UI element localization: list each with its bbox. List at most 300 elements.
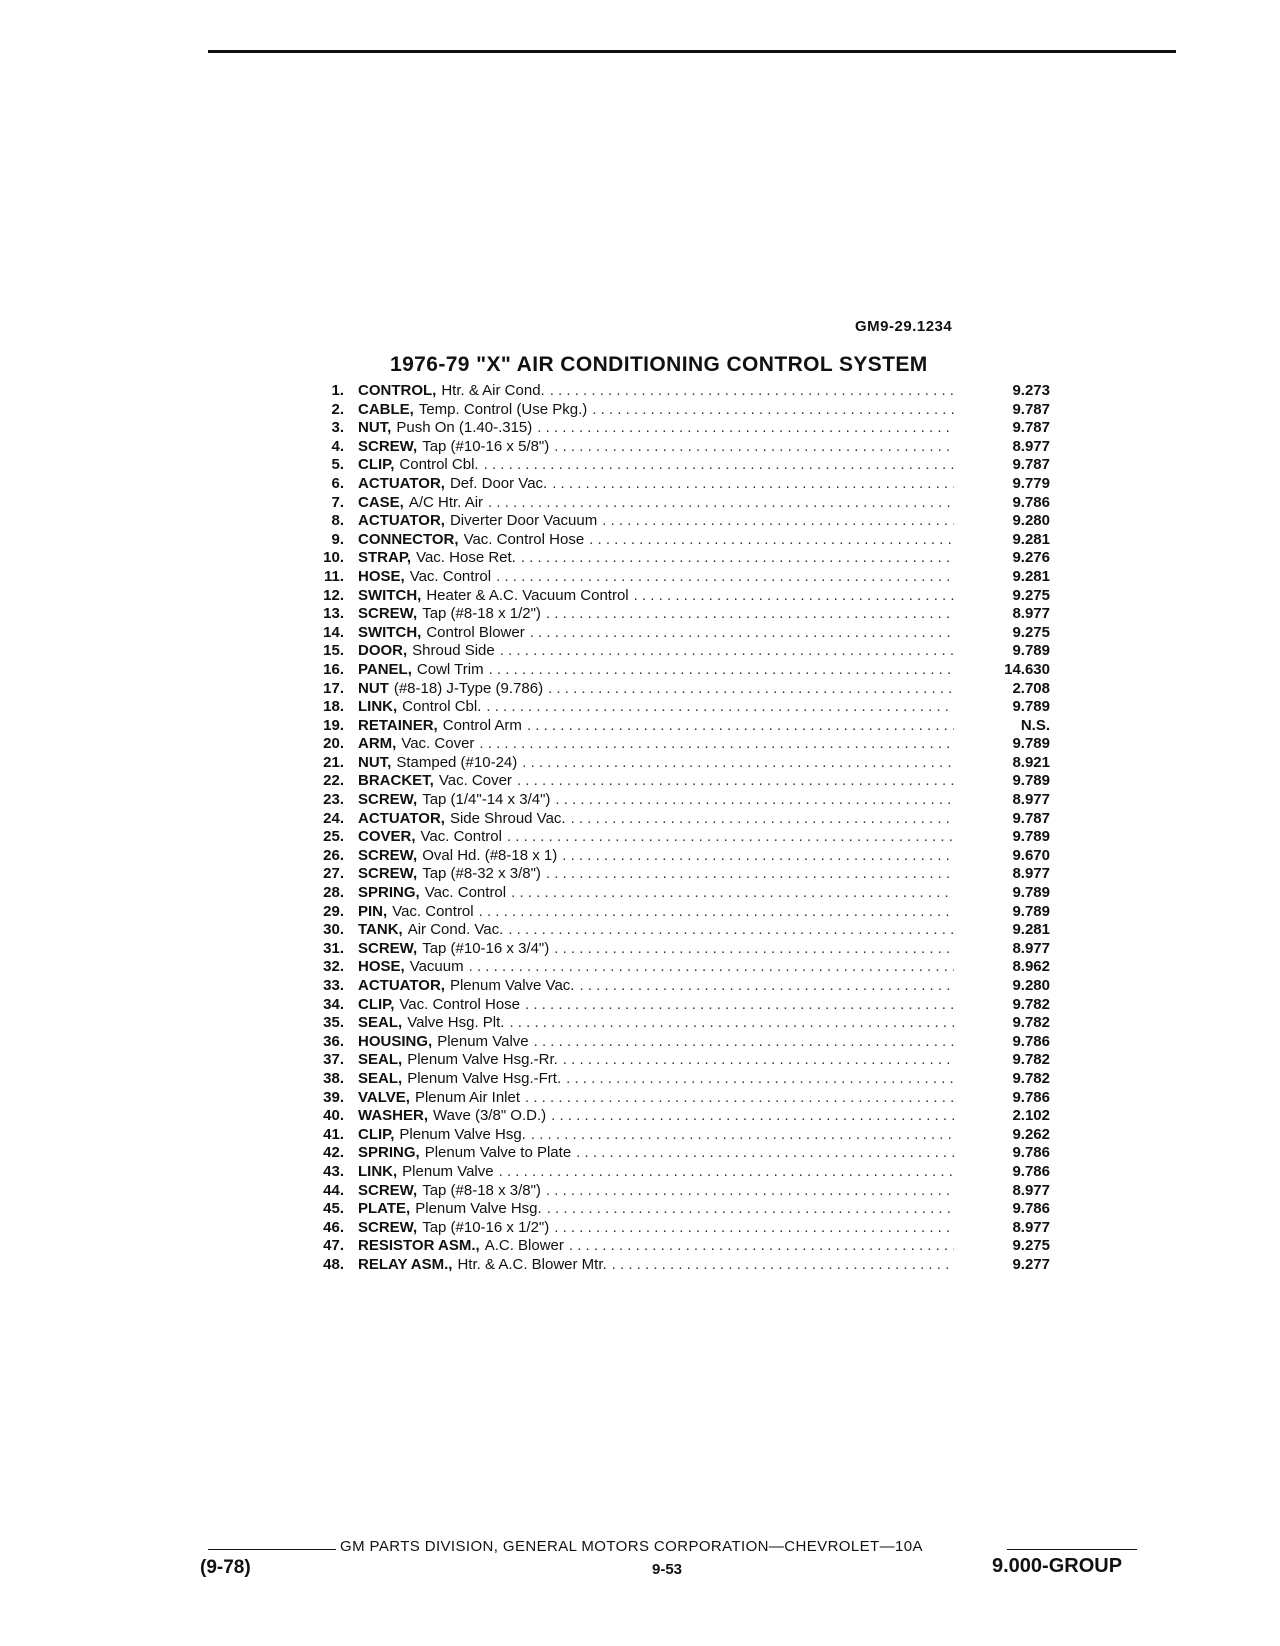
part-name: LINK,	[358, 698, 398, 716]
part-description: Plenum Valve Hsg.	[415, 1200, 542, 1218]
part-name: ARM,	[358, 735, 397, 753]
part-description-cell	[358, 438, 954, 457]
part-description-cell	[358, 903, 954, 922]
part-description: Control Cbl.	[402, 698, 482, 716]
dot-leader	[552, 475, 954, 494]
part-name: SPRING,	[358, 1144, 420, 1162]
part-description-cell	[358, 642, 954, 661]
dot-leader	[479, 903, 954, 922]
dot-leader	[550, 382, 954, 401]
part-name: ACTUATOR,	[358, 512, 445, 530]
part-name: CONNECTOR,	[358, 530, 459, 548]
dot-leader	[534, 1033, 954, 1052]
dot-leader	[469, 958, 954, 977]
part-name: ACTUATOR,	[358, 977, 445, 994]
part-description-cell	[358, 549, 954, 568]
part-description-cell	[358, 1070, 954, 1089]
part-number: 16.	[323, 660, 344, 678]
part-name: PANEL,	[358, 660, 412, 678]
dot-leader	[546, 865, 954, 884]
part-description: Vac. Control	[424, 884, 507, 902]
part-group-number: 9.782	[1012, 995, 1050, 1013]
part-row	[300, 419, 1060, 438]
dot-leader	[589, 531, 954, 550]
part-description-cell	[358, 958, 954, 977]
part-name: CLIP,	[358, 456, 395, 474]
part-row	[300, 940, 1060, 959]
part-number: 45.	[323, 1200, 344, 1218]
part-description: Plenum Valve to Plate	[424, 1144, 572, 1162]
dot-leader	[555, 791, 954, 810]
part-name: SWITCH,	[358, 586, 422, 604]
part-description: Vac. Control	[409, 567, 492, 585]
part-number: 37.	[323, 1051, 344, 1069]
part-row	[300, 1107, 1060, 1126]
footer-rule-left	[208, 1549, 336, 1550]
part-description: Htr. & A.C. Blower Mtr.	[457, 1255, 607, 1273]
part-row	[300, 1200, 1060, 1219]
part-name: HOSE,	[358, 958, 405, 976]
part-description-cell	[358, 1051, 954, 1070]
dot-leader	[579, 977, 954, 996]
part-group-number: 8.977	[1012, 865, 1050, 883]
part-description: Vac. Control	[420, 828, 502, 846]
part-group-number: 9.275	[1012, 623, 1050, 641]
part-description-cell	[358, 865, 954, 884]
part-group-number: 9.786	[1012, 493, 1050, 511]
dot-leader	[563, 1051, 954, 1070]
part-row	[300, 828, 1060, 847]
part-description-cell	[358, 1182, 954, 1201]
dot-leader	[576, 1144, 954, 1163]
part-description-cell	[358, 1144, 954, 1163]
part-number: 43.	[323, 1162, 344, 1180]
dot-leader	[496, 568, 954, 587]
part-description: Vac. Control	[392, 902, 474, 920]
part-row	[300, 1219, 1060, 1238]
part-number: 18.	[323, 698, 344, 716]
part-row	[300, 438, 1060, 457]
part-number: 1.	[331, 382, 344, 399]
part-row	[300, 810, 1060, 829]
dot-leader	[517, 772, 954, 791]
part-row	[300, 1014, 1060, 1033]
part-description-cell	[358, 1219, 954, 1238]
part-description-cell	[358, 940, 954, 959]
footer-rule-right	[1007, 1549, 1137, 1550]
dot-leader	[511, 884, 954, 903]
part-number: 7.	[331, 493, 344, 511]
part-name: HOUSING,	[358, 1032, 433, 1050]
part-description-cell	[358, 717, 954, 736]
part-group-number: 9.786	[1012, 1088, 1050, 1106]
part-description-cell	[358, 754, 954, 773]
part-name: SWITCH,	[358, 623, 422, 641]
part-row	[300, 605, 1060, 624]
part-description-cell	[358, 1033, 954, 1052]
part-description: Wave (3/8" O.D.)	[433, 1107, 547, 1125]
part-group-number: 8.977	[1012, 1218, 1050, 1236]
part-group-number: 9.789	[1012, 828, 1050, 846]
part-number: 27.	[323, 865, 344, 883]
part-description-cell	[358, 698, 954, 717]
dot-leader	[522, 754, 954, 773]
part-description: Tap (#8-32 x 3/8")	[422, 865, 541, 883]
part-description-cell	[358, 847, 954, 866]
reference-code: GM9-29.1234	[855, 318, 953, 335]
parts-list	[300, 382, 1060, 1275]
part-description-cell	[358, 605, 954, 624]
part-description-cell	[358, 494, 954, 513]
dot-leader	[537, 419, 954, 438]
part-group-number: 9.779	[1012, 474, 1050, 492]
part-description-cell	[358, 1237, 954, 1256]
part-description: Vac. Hose Ret.	[416, 549, 516, 567]
part-description: Vac. Control Hose	[399, 995, 521, 1013]
part-name: WASHER,	[358, 1107, 429, 1125]
part-description-cell	[358, 1089, 954, 1108]
part-description-cell	[358, 512, 954, 531]
part-group-number: 9.281	[1012, 530, 1050, 548]
part-number: 48.	[323, 1255, 344, 1273]
dot-leader	[509, 1014, 954, 1033]
part-description: Plenum Air Inlet	[414, 1088, 521, 1106]
part-description: Temp. Control (Use Pkg.)	[418, 400, 588, 418]
part-description-cell	[358, 587, 954, 606]
part-number: 32.	[323, 958, 344, 976]
part-row	[300, 382, 1060, 401]
part-description: Oval Hd. (#8-18 x 1)	[422, 846, 558, 864]
part-group-number: 9.276	[1012, 549, 1050, 567]
dot-leader	[566, 1070, 954, 1089]
part-description: Plenum Valve	[437, 1032, 529, 1050]
part-number: 26.	[323, 846, 344, 864]
part-description: Def. Door Vac.	[449, 474, 548, 492]
part-group-number: 2.102	[1012, 1107, 1050, 1125]
part-name: VALVE,	[358, 1088, 410, 1106]
part-description-cell	[358, 382, 954, 401]
part-description-cell	[358, 475, 954, 494]
part-group-number: 8.977	[1012, 605, 1050, 623]
dot-leader	[527, 717, 954, 736]
dot-leader	[551, 1107, 954, 1126]
dot-leader	[562, 847, 954, 866]
part-row	[300, 1126, 1060, 1145]
part-row	[300, 624, 1060, 643]
part-description: Diverter Door Vacuum	[449, 512, 598, 530]
part-row	[300, 977, 1060, 996]
dot-leader	[547, 1200, 954, 1219]
part-number: 24.	[323, 809, 344, 827]
part-name: HOSE,	[358, 567, 405, 585]
part-description: Control Cbl.	[399, 456, 479, 474]
part-row	[300, 401, 1060, 420]
part-name: SCREW,	[358, 846, 418, 864]
part-description: A.C. Blower	[484, 1237, 564, 1255]
part-description: Air Cond. Vac.	[407, 921, 504, 939]
part-group-number: 9.789	[1012, 698, 1050, 716]
part-description-cell	[358, 1126, 954, 1145]
part-number: 22.	[323, 772, 344, 790]
part-row	[300, 549, 1060, 568]
footer-page-number: 9-53	[652, 1561, 683, 1578]
dot-leader	[486, 698, 954, 717]
part-name: ACTUATOR,	[358, 474, 445, 492]
part-description-cell	[358, 1163, 954, 1182]
part-description: Vacuum	[409, 958, 464, 976]
part-description: Vac. Control Hose	[463, 530, 585, 548]
part-description-cell	[358, 624, 954, 643]
part-row	[300, 568, 1060, 587]
part-number: 10.	[323, 549, 344, 567]
part-name: SCREW,	[358, 1181, 418, 1199]
part-group-number: 9.280	[1012, 512, 1050, 530]
part-name: LINK,	[358, 1162, 398, 1180]
part-number: 39.	[323, 1088, 344, 1106]
part-description: Plenum Valve	[402, 1162, 494, 1180]
part-name: SEAL,	[358, 1069, 403, 1087]
part-row	[300, 1089, 1060, 1108]
part-description: Control Arm	[442, 716, 522, 734]
footer-group: 9.000-GROUP	[992, 1555, 1123, 1577]
part-name: SEAL,	[358, 1051, 403, 1069]
part-group-number: 9.275	[1012, 1237, 1050, 1255]
part-description-cell	[358, 996, 954, 1015]
part-name: PLATE,	[358, 1200, 411, 1218]
part-group-number: 9.789	[1012, 884, 1050, 902]
part-name: CLIP,	[358, 1125, 395, 1143]
part-group-number: 9.786	[1012, 1032, 1050, 1050]
part-group-number: N.S.	[1020, 716, 1050, 734]
part-number: 34.	[323, 995, 344, 1013]
part-row	[300, 1070, 1060, 1089]
part-group-number: 8.962	[1012, 958, 1050, 976]
part-group-number: 9.670	[1012, 846, 1050, 864]
part-number: 46.	[323, 1218, 344, 1236]
part-name: NUT,	[358, 419, 392, 437]
part-row	[300, 1237, 1060, 1256]
part-name: CLIP,	[358, 995, 395, 1013]
part-description: Shroud Side	[412, 642, 495, 660]
part-number: 11.	[323, 567, 344, 585]
part-description: Plenum Valve Hsg.-Frt.	[407, 1069, 562, 1087]
part-name: CONTROL,	[358, 382, 437, 399]
part-description-cell	[358, 772, 954, 791]
part-group-number: 9.280	[1012, 977, 1050, 994]
dot-leader	[554, 940, 954, 959]
part-number: 9.	[331, 530, 344, 548]
part-name: SCREW,	[358, 791, 418, 809]
part-row	[300, 698, 1060, 717]
part-description-cell	[358, 791, 954, 810]
part-row	[300, 531, 1060, 550]
part-name: SPRING,	[358, 884, 420, 902]
part-number: 28.	[323, 884, 344, 902]
page-title: 1976-79 "X" AIR CONDITIONING CONTROL SYSTEM	[390, 353, 928, 376]
part-name: STRAP,	[358, 549, 412, 567]
footer-date: (9-78)	[200, 1557, 251, 1578]
part-group-number: 9.281	[1012, 921, 1050, 939]
part-group-number: 8.977	[1012, 939, 1050, 957]
part-name: PIN,	[358, 902, 388, 920]
part-number: 36.	[323, 1032, 344, 1050]
part-description: Tap (#8-18 x 3/8")	[422, 1181, 541, 1199]
dot-leader	[499, 1163, 954, 1182]
part-description: Plenum Valve Vac.	[449, 977, 575, 994]
part-description-cell	[358, 1014, 954, 1033]
part-description: Vac. Cover	[401, 735, 475, 753]
dot-leader	[569, 1237, 954, 1256]
part-number: 35.	[323, 1014, 344, 1032]
part-group-number: 9.787	[1012, 400, 1050, 418]
part-description-cell	[358, 568, 954, 587]
dot-leader	[554, 1219, 954, 1238]
part-group-number: 9.782	[1012, 1069, 1050, 1087]
part-description-cell	[358, 401, 954, 420]
part-description: (#8-18) J-Type (9.786)	[393, 679, 544, 697]
dot-leader	[602, 512, 954, 531]
part-name: RETAINER,	[358, 716, 438, 734]
part-description-cell	[358, 735, 954, 754]
part-description: Htr. & Air Cond.	[441, 382, 545, 399]
part-name: COVER,	[358, 828, 416, 846]
part-description: Tap (#10-16 x 3/4")	[422, 939, 550, 957]
dot-leader	[525, 996, 954, 1015]
dot-leader	[571, 810, 954, 829]
part-group-number: 9.782	[1012, 1051, 1050, 1069]
dot-leader	[530, 624, 954, 643]
part-group-number: 14.630	[1004, 660, 1050, 678]
part-number: 33.	[323, 977, 344, 994]
part-group-number: 9.789	[1012, 735, 1050, 753]
dot-leader	[488, 494, 954, 513]
dot-leader	[525, 1089, 954, 1108]
part-number: 15.	[323, 642, 344, 660]
part-name: SCREW,	[358, 605, 418, 623]
dot-leader	[479, 735, 954, 754]
part-description-cell	[358, 680, 954, 699]
part-row	[300, 717, 1060, 736]
part-number: 17.	[323, 679, 344, 697]
part-name: TANK,	[358, 921, 403, 939]
part-number: 31.	[323, 939, 344, 957]
part-description: Side Shroud Vac.	[449, 809, 566, 827]
part-group-number: 2.708	[1012, 679, 1050, 697]
part-number: 23.	[323, 791, 344, 809]
part-group-number: 8.977	[1012, 791, 1050, 809]
dot-leader	[500, 642, 954, 661]
part-number: 25.	[323, 828, 344, 846]
part-row	[300, 1256, 1060, 1275]
part-description: Control Blower	[426, 623, 525, 641]
part-number: 13.	[323, 605, 344, 623]
part-name: SCREW,	[358, 939, 418, 957]
part-number: 47.	[323, 1237, 344, 1255]
part-name: SCREW,	[358, 1218, 418, 1236]
part-description: A/C Htr. Air	[408, 493, 484, 511]
part-row	[300, 494, 1060, 513]
part-description: Tap (1/4"-14 x 3/4")	[422, 791, 551, 809]
part-description: Cowl Trim	[416, 660, 484, 678]
part-name: CABLE,	[358, 400, 414, 418]
part-name: RESISTOR ASM.,	[358, 1237, 480, 1255]
part-row	[300, 772, 1060, 791]
part-row	[300, 754, 1060, 773]
part-number: 20.	[323, 735, 344, 753]
part-group-number: 9.787	[1012, 456, 1050, 474]
part-group-number: 9.789	[1012, 902, 1050, 920]
part-description: Heater & A.C. Vacuum Control	[426, 586, 629, 604]
part-number: 2.	[331, 400, 344, 418]
dot-leader	[507, 828, 954, 847]
part-number: 41.	[323, 1125, 344, 1143]
part-number: 30.	[323, 921, 344, 939]
part-description: Push On (1.40-.315)	[396, 419, 533, 437]
part-description: Tap (#10-16 x 5/8")	[422, 437, 550, 455]
part-row	[300, 1051, 1060, 1070]
part-number: 44.	[323, 1181, 344, 1199]
part-group-number: 9.786	[1012, 1200, 1050, 1218]
part-description-cell	[358, 828, 954, 847]
part-group-number: 9.275	[1012, 586, 1050, 604]
part-row	[300, 847, 1060, 866]
dot-leader	[546, 1182, 954, 1201]
part-name: BRACKET,	[358, 772, 434, 790]
part-number: 29.	[323, 902, 344, 920]
part-number: 42.	[323, 1144, 344, 1162]
part-description-cell	[358, 921, 954, 940]
part-description-cell	[358, 977, 954, 996]
part-description-cell	[358, 419, 954, 438]
part-name: DOOR,	[358, 642, 408, 660]
footer-publisher-line: GM PARTS DIVISION, GENERAL MOTORS CORPORATION—CHEVROLET—10A	[340, 1538, 923, 1555]
part-group-number: 9.281	[1012, 567, 1050, 585]
dot-leader	[508, 921, 954, 940]
dot-leader	[521, 549, 954, 568]
part-description: Stamped (#10-24)	[396, 753, 518, 771]
part-description: Valve Hsg. Plt.	[407, 1014, 505, 1032]
part-number: 5.	[331, 456, 344, 474]
part-description: Tap (#10-16 x 1/2")	[422, 1218, 550, 1236]
part-name: RELAY ASM.,	[358, 1255, 453, 1273]
part-number: 4.	[331, 437, 344, 455]
dot-leader	[548, 680, 954, 699]
dot-leader	[489, 661, 954, 680]
part-group-number: 9.789	[1012, 642, 1050, 660]
part-group-number: 8.977	[1012, 437, 1050, 455]
part-name: CASE,	[358, 493, 404, 511]
part-description-cell	[358, 810, 954, 829]
part-name: NUT,	[358, 753, 392, 771]
part-description: Vac. Cover	[438, 772, 512, 790]
part-description-cell	[358, 1256, 954, 1275]
part-group-number: 9.782	[1012, 1014, 1050, 1032]
part-row	[300, 903, 1060, 922]
dot-leader	[546, 605, 954, 624]
part-name: SCREW,	[358, 865, 418, 883]
part-row	[300, 1182, 1060, 1201]
part-row	[300, 1144, 1060, 1163]
dot-leader	[634, 587, 954, 606]
part-row	[300, 587, 1060, 606]
part-name: SEAL,	[358, 1014, 403, 1032]
part-group-number: 9.787	[1012, 809, 1050, 827]
part-group-number: 9.273	[1012, 382, 1050, 399]
part-group-number: 8.921	[1012, 753, 1050, 771]
part-number: 40.	[323, 1107, 344, 1125]
part-name: SCREW,	[358, 437, 418, 455]
part-description-cell	[358, 661, 954, 680]
